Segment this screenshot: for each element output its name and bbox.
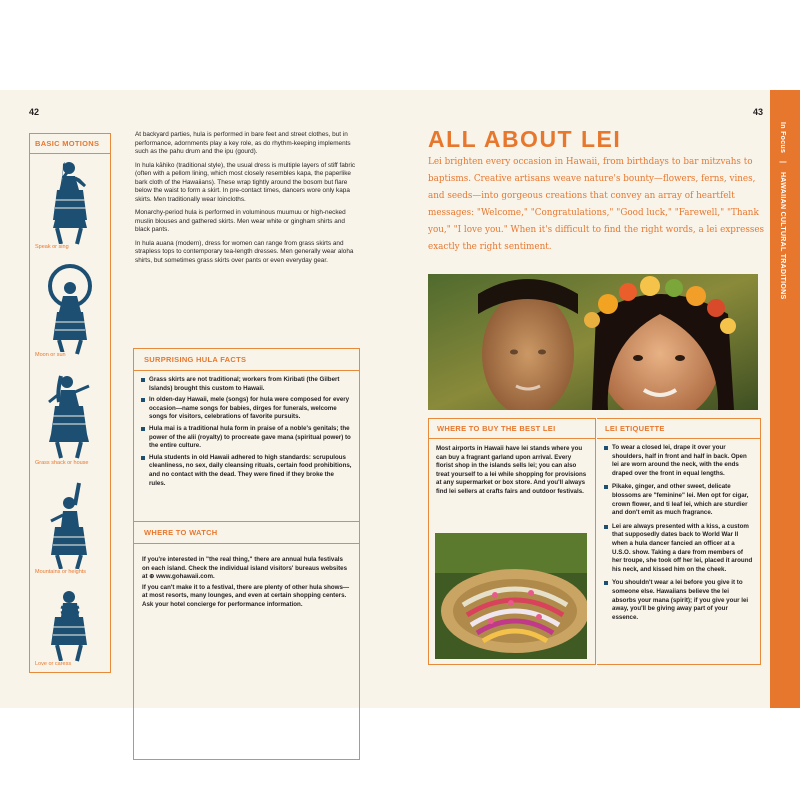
- page-number-right: 43: [753, 107, 764, 117]
- hula-dress-text: [135, 131, 360, 270]
- where-to-buy-box: [428, 418, 596, 665]
- motion-caption: Speak or sing: [35, 244, 69, 250]
- side-tab-separator: |: [779, 161, 786, 164]
- hula-dancer-illustration: [39, 481, 101, 573]
- etiquette-list: [597, 439, 760, 622]
- etiquette-item: Lei are always presented with a kiss, a custom that supposedly dates back to World War II when a hula dancer fancied an officer at a U.S.O. show. Taking a dare from members of her troupe, she took off her lei, placed it around his neck, and kissed him on the cheek.: [604, 523, 753, 575]
- motion-caption: Mountains or heights: [35, 569, 87, 575]
- intro-paragraph: Monarchy-period hula is performed in voluminous muumuu or high-necked muslin blouses and gathered skirts. Men wear white or gingham shirts and black pants.: [135, 209, 346, 233]
- motion-caption: Love or caress: [35, 661, 72, 667]
- motion-item: [30, 481, 110, 573]
- basic-motions-heading: BASIC MOTIONS: [30, 134, 110, 154]
- where-to-watch-heading: WHERE TO WATCH: [134, 522, 359, 544]
- intro-paragraph: In hula auana (modern), dress for women can range from grass skirts and strapless tops to contemporary tea-length dresses. Men generally wear aloha shirts, but sometimes grass skirts over pants or even everyday gear.: [135, 239, 354, 264]
- chapter-side-tab: [770, 90, 800, 708]
- side-tab-chapter: HAWAIIAN CULTURAL TRADITIONS: [779, 171, 786, 300]
- fact-item: In olden-day Hawaii, mele (songs) for hula were composed for every occasion—name songs for babies, dirges for funerals, welcome songs for visitors, celebrations of favorite pursuits.: [141, 396, 352, 422]
- page-number-left: 42: [29, 107, 40, 117]
- motion-caption: Grass shack or house: [35, 460, 89, 466]
- where-to-watch-box: [133, 521, 360, 760]
- motion-item: [30, 372, 110, 464]
- etiquette-item: Pikake, ginger, and other sweet, delicate blossoms are "feminine" lei. Men opt for cigar, crown flower, and ti leaf lei, which are sturdier and don't emit as much fragrance.: [604, 483, 753, 517]
- basic-motions-sidebar: [29, 133, 111, 673]
- lei-couple-photo: [428, 274, 758, 410]
- lei-etiquette-box: [597, 418, 761, 665]
- book-spread: [0, 90, 800, 708]
- fact-item: Grass skirts are not traditional; workers from Kiribati (the Gilbert Islands) brought this custom to Hawaii.: [141, 376, 352, 393]
- lei-basket-photo: [435, 533, 587, 659]
- surprising-hula-facts-heading: SURPRISING HULA FACTS: [134, 349, 359, 371]
- hula-dancer-illustration: [39, 264, 101, 356]
- where-to-buy-heading: WHERE TO BUY THE BEST LEI: [429, 419, 595, 439]
- lede-paragraph: Lei brighten every occasion in Hawaii, from birthdays to bar mitzvahs to baptisms. Creative artisans weave nature's bounty—flowers, ferns, vines, and seeds—into gorgeous creations that convey an array of heartfelt messages: "Welcome," "Congratulations," "Good luck," "Farewell," "Thank you," "I love you." When it's difficult to find the right words, a lei expresses exactly the right sentiment.: [428, 157, 765, 252]
- side-tab-section: In Focus: [779, 122, 786, 154]
- intro-paragraph: At backyard parties, hula is performed in bare feet and street clothes, but in performance, adornments play a key role, as do rhythm-keeping implements such as the pahu drum and the ipu (gourd).: [135, 131, 351, 155]
- side-tab-text: [779, 122, 786, 299]
- fact-item: Hula mai is a traditional hula form in praise of a noble's genitals; the power of the alii (royalty) to procreate gave mana (spiritual power) to the entire culture.: [141, 425, 352, 451]
- watch-paragraph: If you're interested in "the real thing," there are annual hula festivals on each island. Check the individual island visitors' bureaus websites at ⊕ www.gohawaii.com.: [142, 556, 348, 581]
- hula-dancer-illustration: [39, 589, 101, 663]
- facts-list: [134, 371, 359, 488]
- page-title: ALL ABOUT LEI: [428, 126, 622, 152]
- motion-item: [30, 589, 110, 667]
- motion-caption: Moon or sun: [35, 352, 66, 358]
- etiquette-item: To wear a closed lei, drape it over your shoulders, half in front and half in back. Open lei are worn around the neck, with the ends draped over the front in equal lengths.: [604, 444, 753, 478]
- where-to-watch-body: [134, 544, 359, 610]
- surprising-hula-facts-box: [133, 348, 360, 529]
- fact-item: Hula students in old Hawaii adhered to high standards: scrupulous cleanliness, no sex, daily cleansing rituals, certain food prohibitions, and no contact with the dead. They were fined if they broke the rules.: [141, 454, 352, 488]
- where-to-buy-body: Most airports in Hawaii have lei stands where you can buy a fragrant garland upon arrival. Every florist shop in the islands sells lei; you can also treat yourself to a lei while shopping for provisions at any supermarket or box store. And you'll always find lei sellers at crafts fairs and outdoor festivals.: [436, 445, 587, 495]
- watch-paragraph: If you can't make it to a festival, there are plenty of other hula shows—at most resorts, many lounges, and even at certain shopping centers. Ask your hotel concierge for performance information.: [142, 583, 350, 608]
- etiquette-item: You shouldn't wear a lei before you give it to someone else. Hawaiians believe the lei absorbs your mana (spirit); if you give your lei away, you'll be giving away part of your essence.: [604, 579, 753, 622]
- hula-dancer-illustration: [39, 372, 101, 464]
- motion-item: [30, 156, 110, 248]
- hula-dancer-illustration: [39, 156, 101, 248]
- motion-item: [30, 264, 110, 356]
- lei-etiquette-heading: LEI ETIQUETTE: [597, 419, 760, 439]
- intro-paragraph: In hula kāhiko (traditional style), the usual dress is multiple layers of stiff fabric (often with a pellom lining, which most closely resembles kapa, the paperlike bark cloth of the Hawaiians). These wrap tightly around the bosom but flare below the waist to form a skirt. In pre-contact times, dancers wore only kapa skirts. Men traditionally wear loincloths.: [135, 161, 356, 203]
